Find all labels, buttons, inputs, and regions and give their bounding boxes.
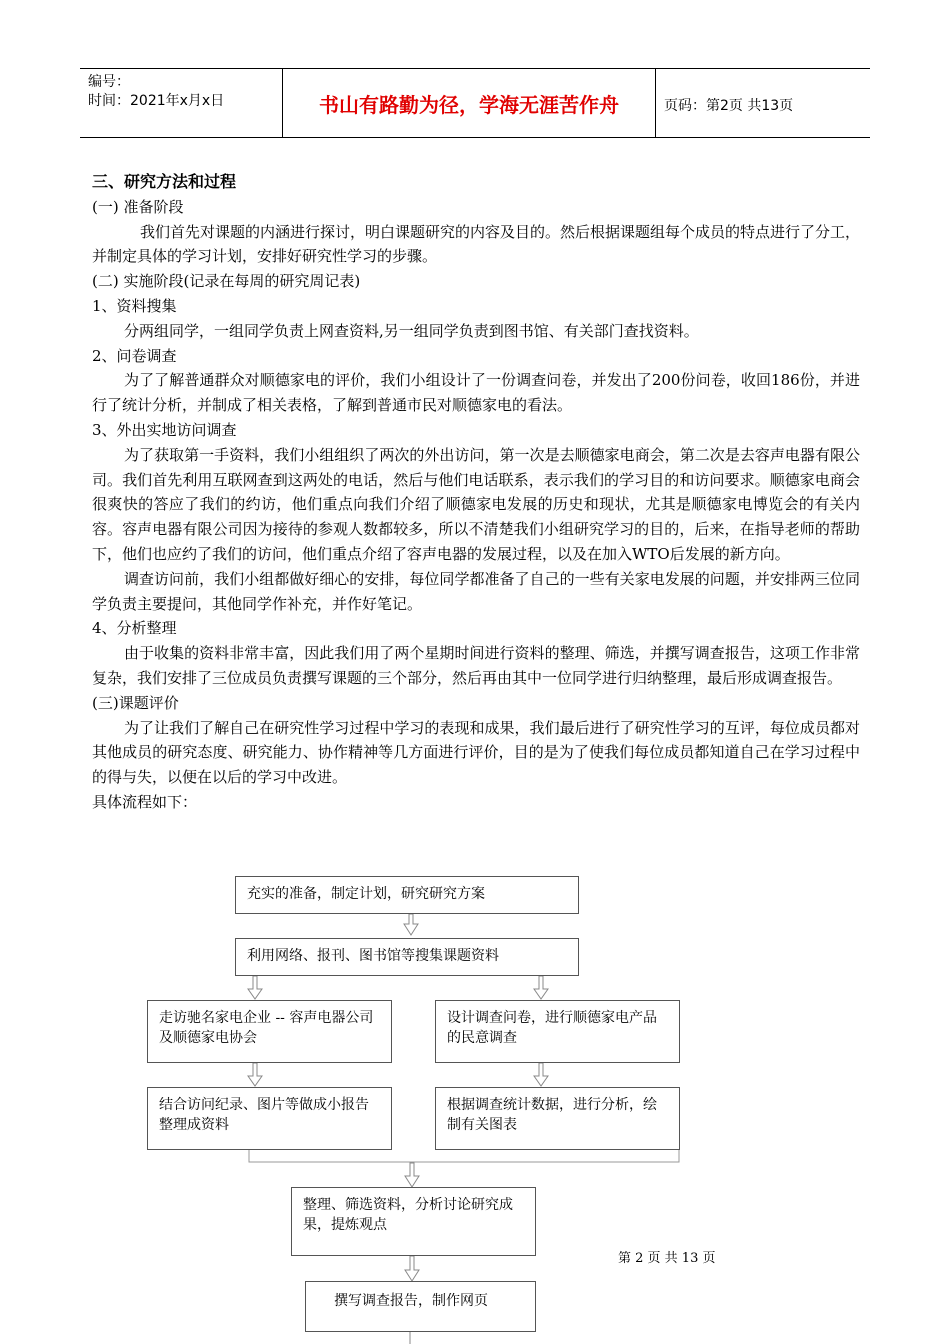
date-label: 时间：2021年x月x日 [88,93,225,109]
paragraph: 为了让我们了解自己在研究性学习过程中学习的表现和成果，我们最后进行了研究性学习的互评，每位成员都对其他成员的研究态度、研究能力、协作精神等几方面进行评价，目的是为了使我们每位成员都知道自己在学习过程中的得与失，以便在以后的学习中改进。 [92,718,860,787]
page-footer: 第 2 页 共 13 页 [618,1251,716,1266]
flow-step-collect: 利用网络、报刊、图书馆等搜集课题资料 [235,938,579,976]
paragraph: 分两组同学，一组同学负责上网查资料,另一组同学负责到图书馆、有关部门查找资料。 [124,321,699,340]
subheading: 3、外出实地访问调查 [92,420,237,439]
flow-step-analyze: 根据调查统计数据，进行分析，绘制有关图表 [435,1087,680,1150]
header-page-label: 页码：第2页 共13页 [664,98,794,114]
flow-step-survey: 设计调查问卷，进行顺德家电产品的民意调查 [435,1000,680,1063]
paragraph: 调查访问前，我们小组都做好细心的安排，每位同学都准备了自己的一些有关家电发展的问题，并安排两三位同学负责主要提问，其他同学作补充，并作好笔记。 [92,569,860,613]
subheading: 1、资料搜集 [92,296,177,315]
paragraph: 我们首先对课题的内涵进行探讨，明白课题研究的内容及目的。然后根据课题组每个成员的特点进行了分工，并制定具体的学习计划，安排好研究性学习的步骤。 [92,222,861,266]
subheading: (二) 实施阶段(记录在每周的研究周记表) [92,272,361,291]
header-motto: 书山有路勤为径，学海无涯苦作舟 [282,69,656,137]
section-title: 三、研究方法和过程 [92,172,237,191]
flow-step-report: 结合访问纪录、图片等做成小报告整理成资料 [147,1087,392,1150]
paragraph: 为了获取第一手资料，我们小组组织了两次的外出访问，第一次是去顺德家电商会，第二次是去容声电器有限公司。我们首先利用互联网查到这两处的电话，然后与他们电话联系，表示我们的学习目的和访问要求。顺德家电商会很爽快的答应了我们的约访，他们重点向我们介绍了顺德家电发展的历史和现状，尤其是顺德家电博览会的有关内容。容声电器有限公司因为接待的参观人数都较多，所以不清楚我们小组研究学习的目的，后来，在指导老师的帮助下，他们也应约了我们的访问，他们重点介绍了容声电器的发展过程，以及在加入WTO后发展的新方向。 [92,445,860,563]
flow-step-summarize: 整理、筛选资料，分析讨论研究成果，提炼观点 [291,1187,536,1256]
subheading: 4、分析整理 [92,619,177,638]
flow-step-visit: 走访驰名家电企业 -- 容声电器公司及顺德家电协会 [147,1000,392,1063]
number-label: 编号： [88,74,130,90]
flow-step-prepare: 充实的准备，制定计划，研究研究方案 [235,876,579,914]
paragraph: 具体流程如下： [92,792,198,811]
flow-step-write: 撰写调查报告，制作网页 [305,1281,536,1332]
subheading: (一) 准备阶段 [92,197,184,216]
paragraph: 由于收集的资料非常丰富，因此我们用了两个星期时间进行资料的整理、筛选，并撰写调查报告，这项工作非常复杂，我们安排了三位成员负责撰写课题的三个部分，然后再由其中一位同学进行归纳整理，最后形成调查报告。 [92,644,860,687]
subheading: 2、问卷调查 [92,346,177,365]
paragraph: 为了了解普通群众对顺德家电的评价，我们小组设计了一份调查问卷，并发出了200份问卷，收回186份，并进行了统计分析，并制成了相关表格，了解到普通市民对顺德家电的看法。 [92,371,860,415]
subheading: (三)课题评价 [92,693,179,712]
